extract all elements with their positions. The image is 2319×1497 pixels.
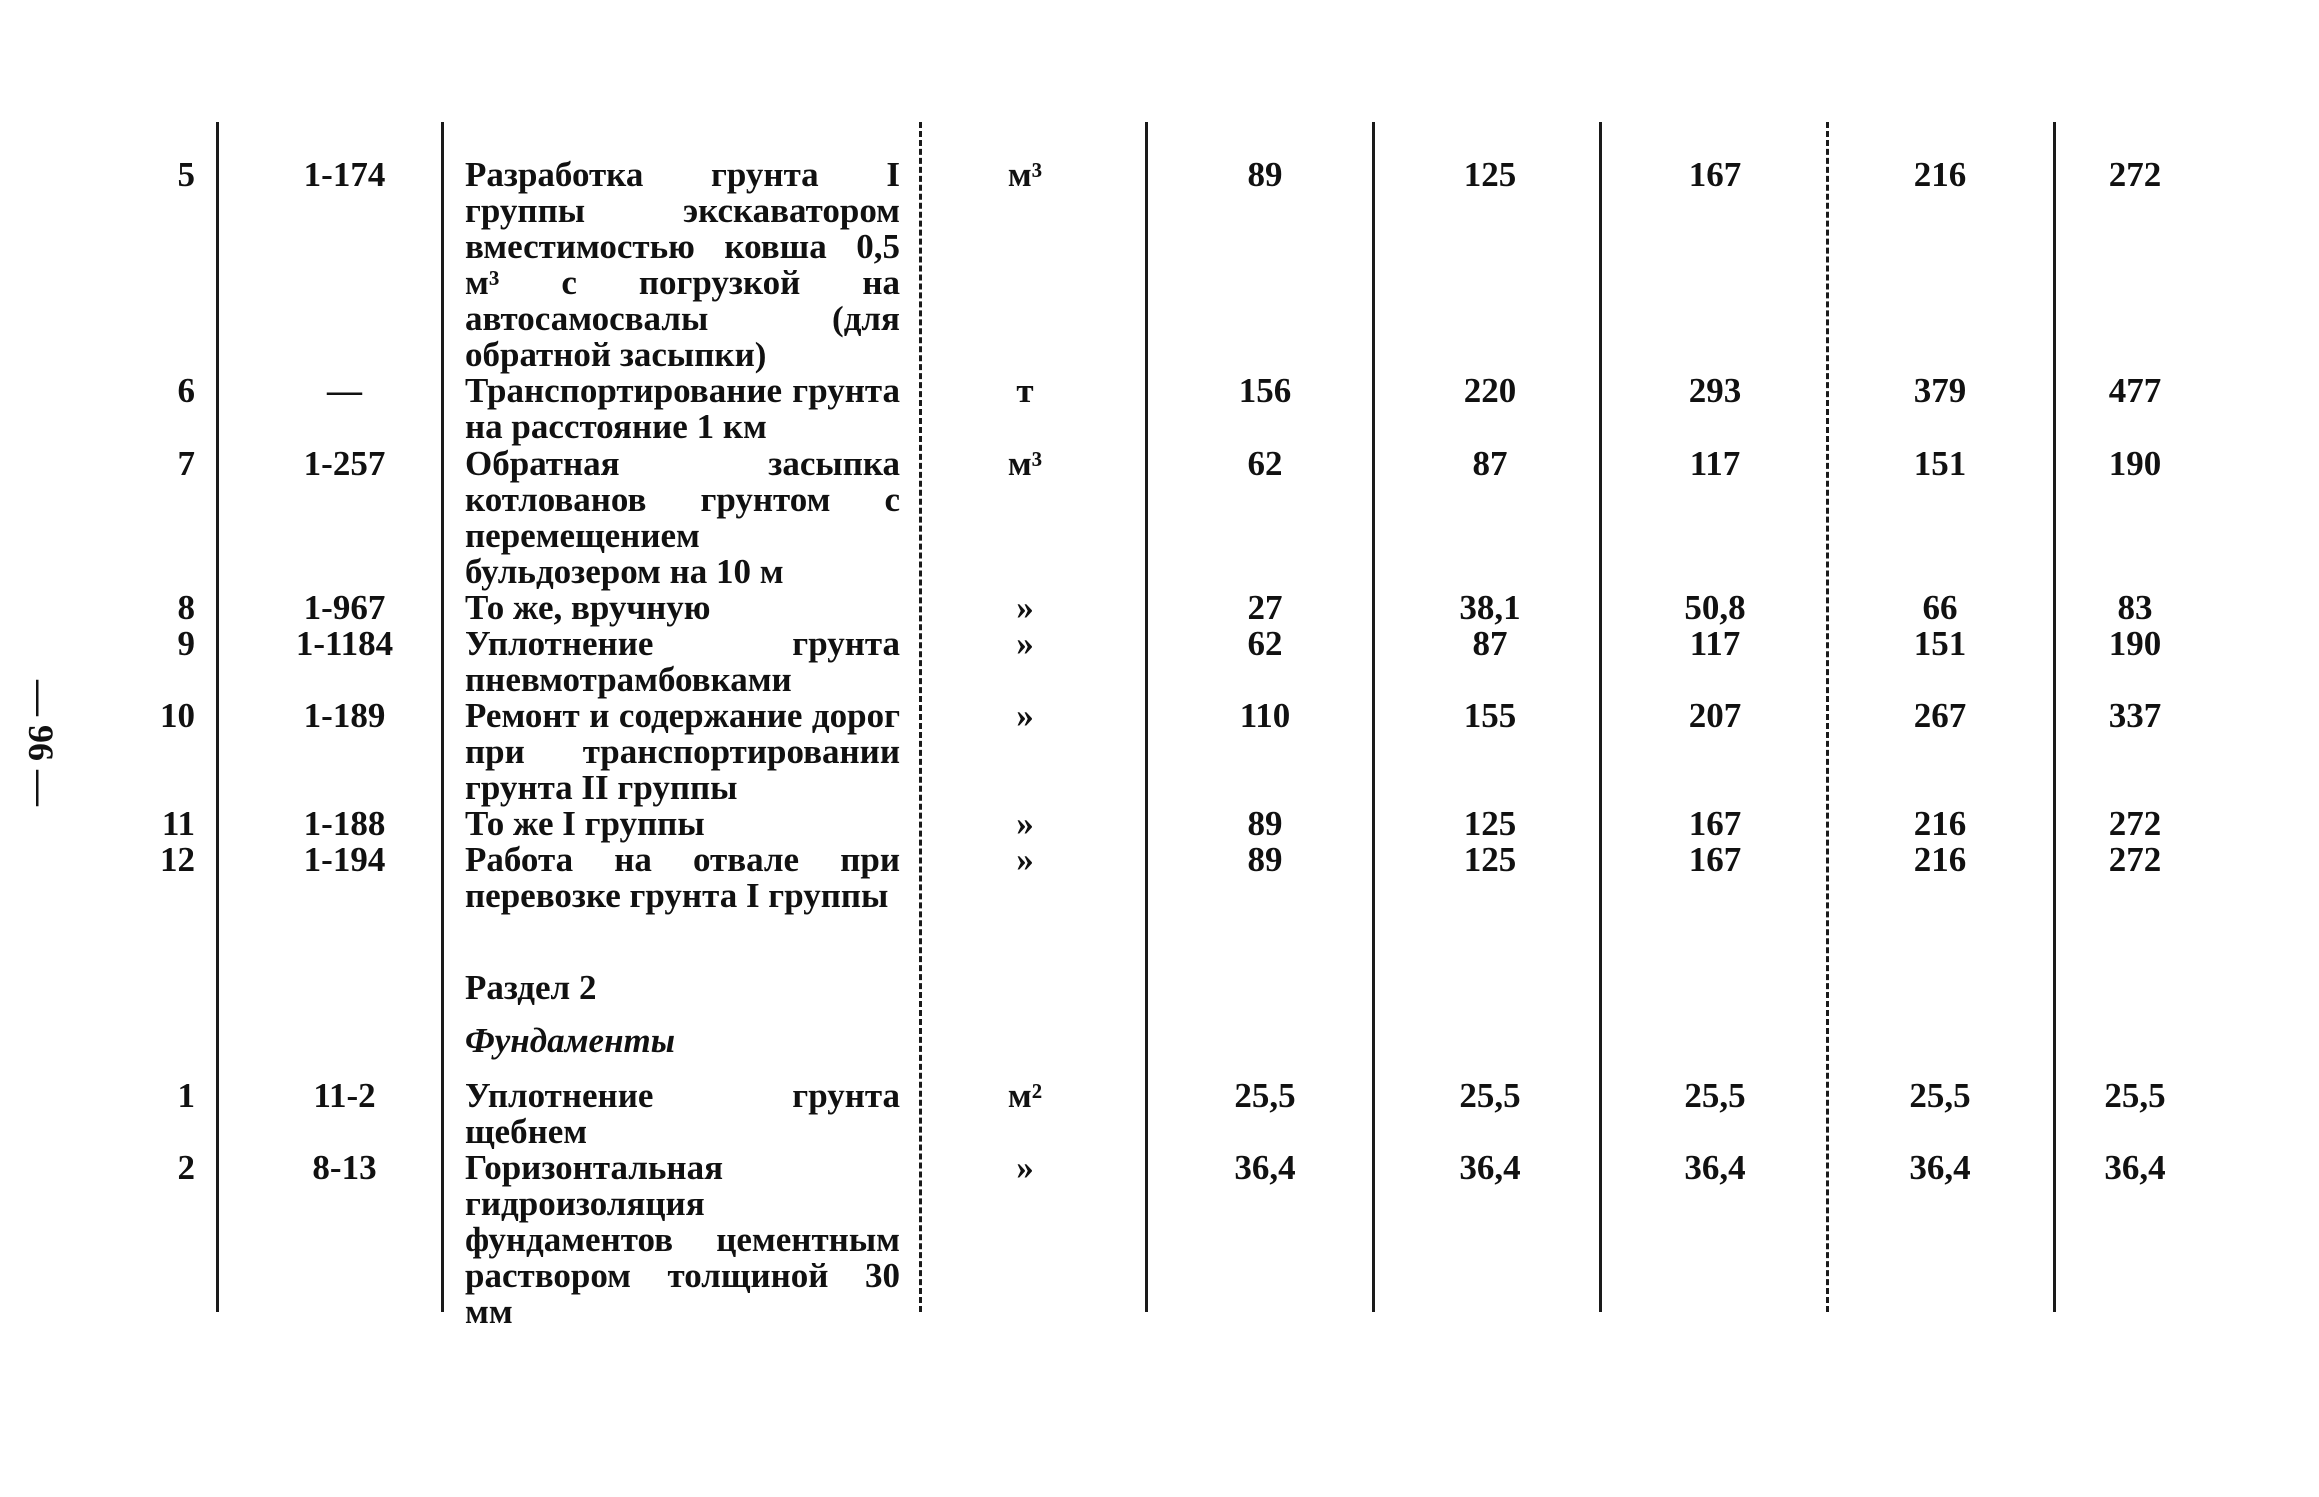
row-value: 36,4 [1909, 1148, 1971, 1187]
page-number: — 96 — [21, 680, 61, 806]
row-value: 155 [1463, 696, 1517, 735]
row-unit: » [1016, 1148, 1034, 1187]
row-unit: » [1016, 804, 1034, 843]
row-value: 477 [2108, 371, 2162, 410]
row-value: 87 [1472, 624, 1508, 663]
row-description: Транспортирование грунта на расстояние 1 км [465, 371, 900, 446]
row-number: 2 [177, 1148, 195, 1187]
row-value: 83 [2117, 588, 2153, 627]
row-value: 89 [1247, 840, 1283, 879]
row-value: 36,4 [1684, 1148, 1746, 1187]
row-value: 337 [2108, 696, 2162, 735]
row-description: Работа на отвале при перевозке грунта I группы [465, 840, 900, 915]
row-description: Горизонтальная гидроизоляция фундаментов цементным раствором толщиной 30 мм [465, 1148, 900, 1331]
row-value: 50,8 [1684, 588, 1746, 627]
row-number: 10 [160, 696, 195, 735]
row-code: — [327, 371, 362, 410]
row-value: 125 [1463, 155, 1517, 194]
row-code: 1-194 [303, 840, 386, 879]
row-unit: » [1016, 624, 1034, 663]
row-number: 8 [177, 588, 195, 627]
row-value: 125 [1463, 840, 1517, 879]
row-value: 25,5 [1909, 1076, 1971, 1115]
row-value: 216 [1913, 804, 1967, 843]
section-title: Раздел 2 [465, 968, 597, 1007]
row-value: 25,5 [1459, 1076, 1521, 1115]
row-value: 167 [1688, 155, 1742, 194]
row-value: 190 [2108, 624, 2162, 663]
row-description: То же, вручную [465, 588, 711, 627]
row-value: 379 [1913, 371, 1967, 410]
row-number: 7 [177, 444, 195, 483]
row-number: 5 [177, 155, 195, 194]
row-number: 1 [177, 1076, 195, 1115]
row-code: 8-13 [312, 1148, 377, 1187]
row-value: 167 [1688, 840, 1742, 879]
row-code: 1-174 [303, 155, 386, 194]
row-value: 216 [1913, 155, 1967, 194]
row-value: 117 [1689, 444, 1741, 483]
row-code: 1-1184 [295, 624, 394, 663]
row-unit: т [1016, 371, 1034, 410]
column-rule-3 [919, 122, 922, 1312]
row-value: 272 [2108, 155, 2162, 194]
row-unit: » [1016, 840, 1034, 879]
column-rule-4 [1145, 122, 1148, 1312]
section-subtitle: Фундаменты [465, 1021, 676, 1060]
row-value: 36,4 [1234, 1148, 1296, 1187]
row-code: 1-967 [303, 588, 386, 627]
row-value: 36,4 [2104, 1148, 2166, 1187]
row-value: 36,4 [1459, 1148, 1521, 1187]
row-value: 220 [1463, 371, 1517, 410]
row-value: 25,5 [1234, 1076, 1296, 1115]
column-rule-1 [216, 122, 219, 1312]
row-code: 1-257 [303, 444, 386, 483]
row-number: 6 [177, 371, 195, 410]
column-rule-6 [1599, 122, 1602, 1312]
row-value: 151 [1913, 444, 1967, 483]
row-description: Обратная засыпка котлованов грунтом с перемещением бульдозером на 10 м [465, 444, 900, 591]
row-value: 207 [1688, 696, 1742, 735]
row-code: 1-189 [303, 696, 386, 735]
row-value: 25,5 [1684, 1076, 1746, 1115]
row-description: Ремонт и содержание дорог при транспортировании грунта II группы [465, 696, 900, 807]
row-value: 66 [1922, 588, 1958, 627]
row-value: 293 [1688, 371, 1742, 410]
row-value: 110 [1239, 696, 1291, 735]
row-description: Уплотнение грунта пневмотрамбовками [465, 624, 900, 699]
row-description: То же I группы [465, 804, 705, 843]
row-value: 190 [2108, 444, 2162, 483]
row-number: 12 [160, 840, 195, 879]
row-value: 89 [1247, 804, 1283, 843]
row-code: 1-188 [303, 804, 386, 843]
row-value: 167 [1688, 804, 1742, 843]
row-value: 87 [1472, 444, 1508, 483]
row-description: Уплотнение грунта щебнем [465, 1076, 900, 1151]
row-value: 27 [1247, 588, 1283, 627]
row-unit: м² [1007, 1076, 1043, 1115]
row-unit: » [1016, 588, 1034, 627]
row-value: 216 [1913, 840, 1967, 879]
row-number: 9 [177, 624, 195, 663]
row-value: 151 [1913, 624, 1967, 663]
row-code: 11-2 [313, 1076, 376, 1115]
row-value: 272 [2108, 840, 2162, 879]
row-value: 38,1 [1459, 588, 1521, 627]
row-value: 267 [1913, 696, 1967, 735]
row-unit: м³ [1007, 444, 1043, 483]
row-value: 62 [1247, 624, 1283, 663]
row-value: 272 [2108, 804, 2162, 843]
row-unit: м³ [1007, 155, 1043, 194]
column-rule-2 [441, 122, 444, 1312]
column-rule-5 [1372, 122, 1375, 1312]
row-value: 117 [1689, 624, 1741, 663]
row-value: 125 [1463, 804, 1517, 843]
row-value: 156 [1238, 371, 1292, 410]
row-value: 89 [1247, 155, 1283, 194]
column-rule-7 [1826, 122, 1829, 1312]
row-description: Разработка грунта I группы экскаватором вместимостью ковша 0,5 м³ с погрузкой на автосамосвалы (для обратной засыпки) [465, 155, 900, 374]
row-number: 11 [161, 804, 195, 843]
row-unit: » [1016, 696, 1034, 735]
row-value: 62 [1247, 444, 1283, 483]
row-value: 25,5 [2104, 1076, 2166, 1115]
